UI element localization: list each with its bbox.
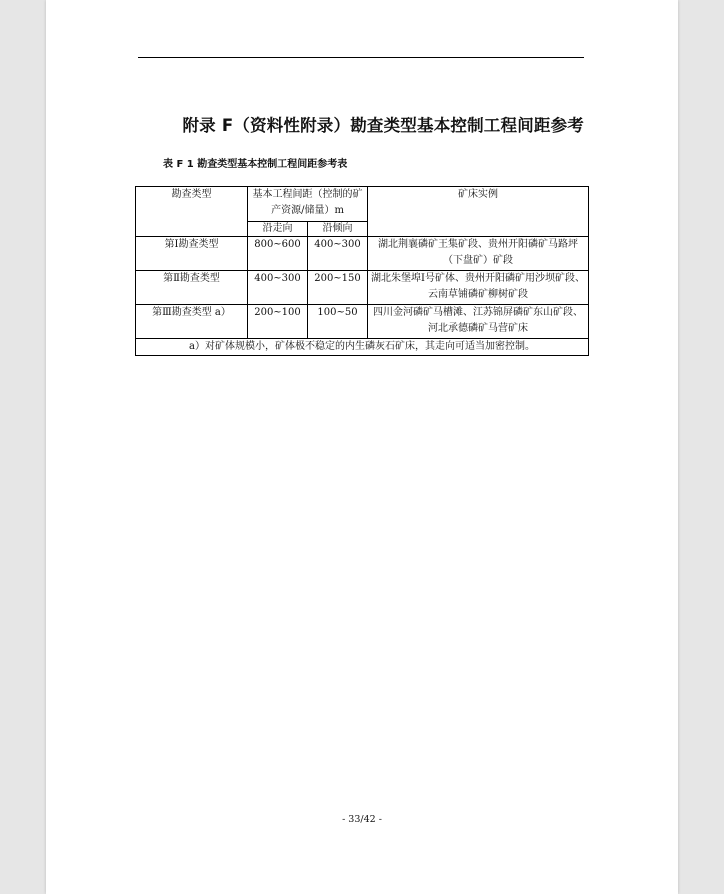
document-page bbox=[46, 0, 678, 894]
cell-type: 第Ⅱ勘查类型 bbox=[136, 271, 248, 305]
appendix-title: 附录 F（资料性附录）勘查类型基本控制工程间距参考 bbox=[182, 116, 584, 135]
header-spacing: 基本工程间距（控制的矿产资源/储量）m bbox=[248, 187, 368, 222]
cell-dip: 400~300 bbox=[308, 237, 368, 271]
table-note-row bbox=[136, 339, 589, 356]
table-row bbox=[136, 237, 589, 271]
cell-examples: 四川金河磷矿马槽滩、江苏锦屏磷矿东山矿段、河北承德磷矿马营矿床 bbox=[368, 305, 589, 339]
header-along-strike: 沿走向 bbox=[248, 222, 308, 237]
cell-strike: 200~100 bbox=[248, 305, 308, 339]
exploration-type-table bbox=[135, 186, 589, 356]
header-examples: 矿床实例 bbox=[368, 187, 589, 237]
cell-dip: 200~150 bbox=[308, 271, 368, 305]
cell-dip: 100~50 bbox=[308, 305, 368, 339]
table-row bbox=[136, 271, 589, 305]
cell-type: 第Ⅲ勘查类型 a） bbox=[136, 305, 248, 339]
table-caption: 表 F 1 勘查类型基本控制工程间距参考表 bbox=[163, 159, 348, 170]
table-row bbox=[136, 305, 589, 339]
cell-type: 第Ⅰ勘查类型 bbox=[136, 237, 248, 271]
page-number: - 33/42 - bbox=[342, 814, 382, 825]
header-exploration-type: 勘查类型 bbox=[136, 187, 248, 237]
header-along-dip: 沿倾向 bbox=[308, 222, 368, 237]
cell-examples: 湖北荆襄磷矿王集矿段、贵州开阳磷矿马路坪（下盘矿）矿段 bbox=[368, 237, 589, 271]
table-footnote: a）对矿体规模小，矿体极不稳定的内生磷灰石矿床，其走向可适当加密控制。 bbox=[136, 339, 589, 356]
cell-strike: 800~600 bbox=[248, 237, 308, 271]
table-header-row bbox=[136, 187, 589, 222]
cell-strike: 400~300 bbox=[248, 271, 308, 305]
cell-examples: 湖北朱堡埠Ⅰ号矿体、贵州开阳磷矿用沙坝矿段、云南草铺磷矿柳树矿段 bbox=[368, 271, 589, 305]
header-rule bbox=[138, 57, 584, 58]
